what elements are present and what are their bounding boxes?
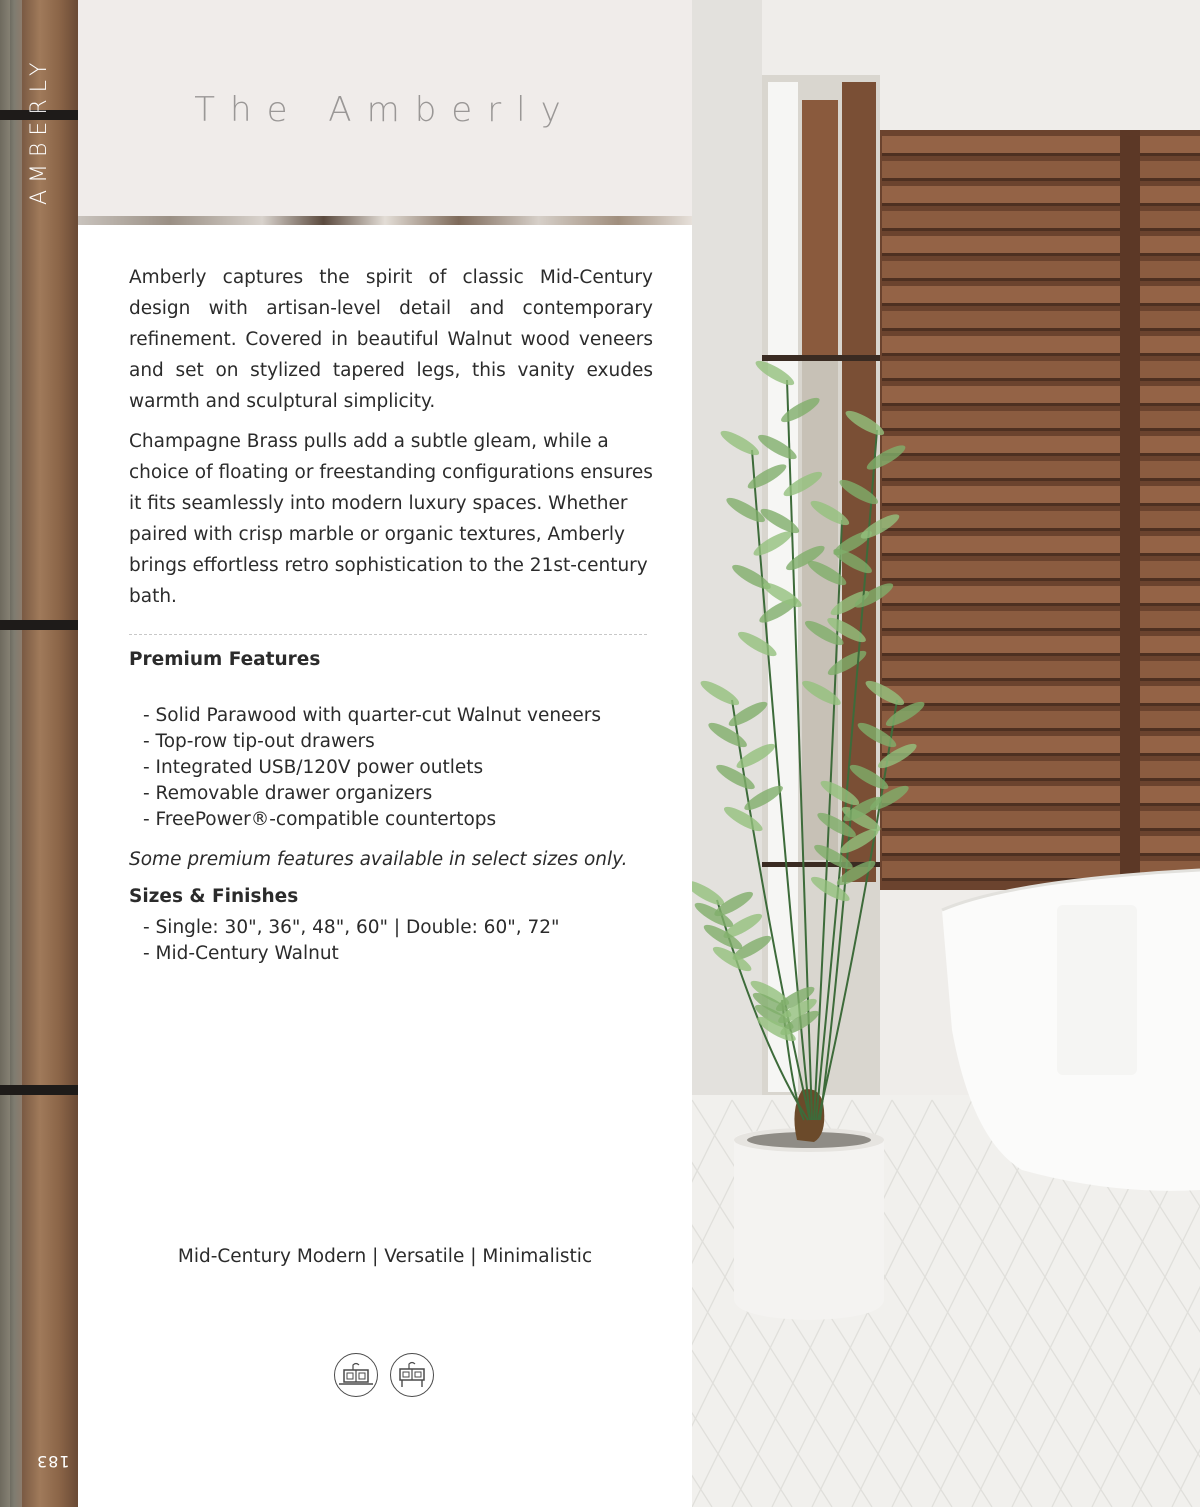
list-item: - Solid Parawood with quarter-cut Walnut veneers: [143, 705, 602, 726]
freestanding-vanity-icon: [390, 1353, 434, 1397]
configuration-icons: [334, 1353, 436, 1399]
list-item: - Integrated USB/120V power outlets: [143, 757, 484, 778]
left-wood-strip: [0, 0, 78, 1507]
description-paragraph: Amberly captures the spirit of classic Mid-Century design with artisan-level detail and contemporary refinement. Covered in beautiful Walnut wood veneers and set on stylized tapered legs, this vanity exudes warmth and sculptural simplicity.: [129, 267, 653, 412]
style-tagline: Mid-Century Modern | Versatile | Minimalistic: [177, 1246, 593, 1267]
page-number: 183: [36, 1452, 70, 1471]
window-mullion: [0, 620, 78, 630]
title-band: [78, 0, 692, 216]
availability-note: Some premium features available in select sizes only.: [129, 849, 628, 870]
list-item: - Top-row tip-out drawers: [143, 731, 375, 752]
features-list: [143, 703, 653, 833]
description-paragraph: Champagne Brass pulls add a subtle gleam, while a choice of floating or freestanding configurations ensures it fits seamlessly into modern luxury spaces. Whether paired with crisp marble or organic textures, Amberly brings effortless retro sophistication to the 21st-century bath.: [129, 431, 653, 607]
list-item: - Mid-Century Walnut: [143, 943, 339, 964]
list-item: - Removable drawer organizers: [143, 783, 433, 804]
list-item: - Single: 30", 36", 48", 60" | Double: 60", 72": [143, 917, 560, 938]
page-title: The Amberly: [194, 90, 576, 130]
features-heading: Premium Features: [129, 649, 321, 670]
bathroom-scene-illustration: [692, 0, 1200, 1507]
window-mullion: [0, 1085, 78, 1095]
window-frame: [10, 0, 22, 1507]
list-item: - FreePower®-compatible countertops: [143, 809, 497, 830]
bathroom-photo: [692, 0, 1200, 1507]
sizes-heading: Sizes & Finishes: [129, 886, 299, 907]
sizes-list: [143, 915, 653, 967]
single-vanity-icon: [334, 1353, 378, 1397]
section-divider: [129, 634, 647, 635]
description-column: [129, 262, 653, 967]
title-photo-strip: [78, 216, 692, 225]
vertical-collection-label: AMBERLY: [27, 55, 52, 205]
